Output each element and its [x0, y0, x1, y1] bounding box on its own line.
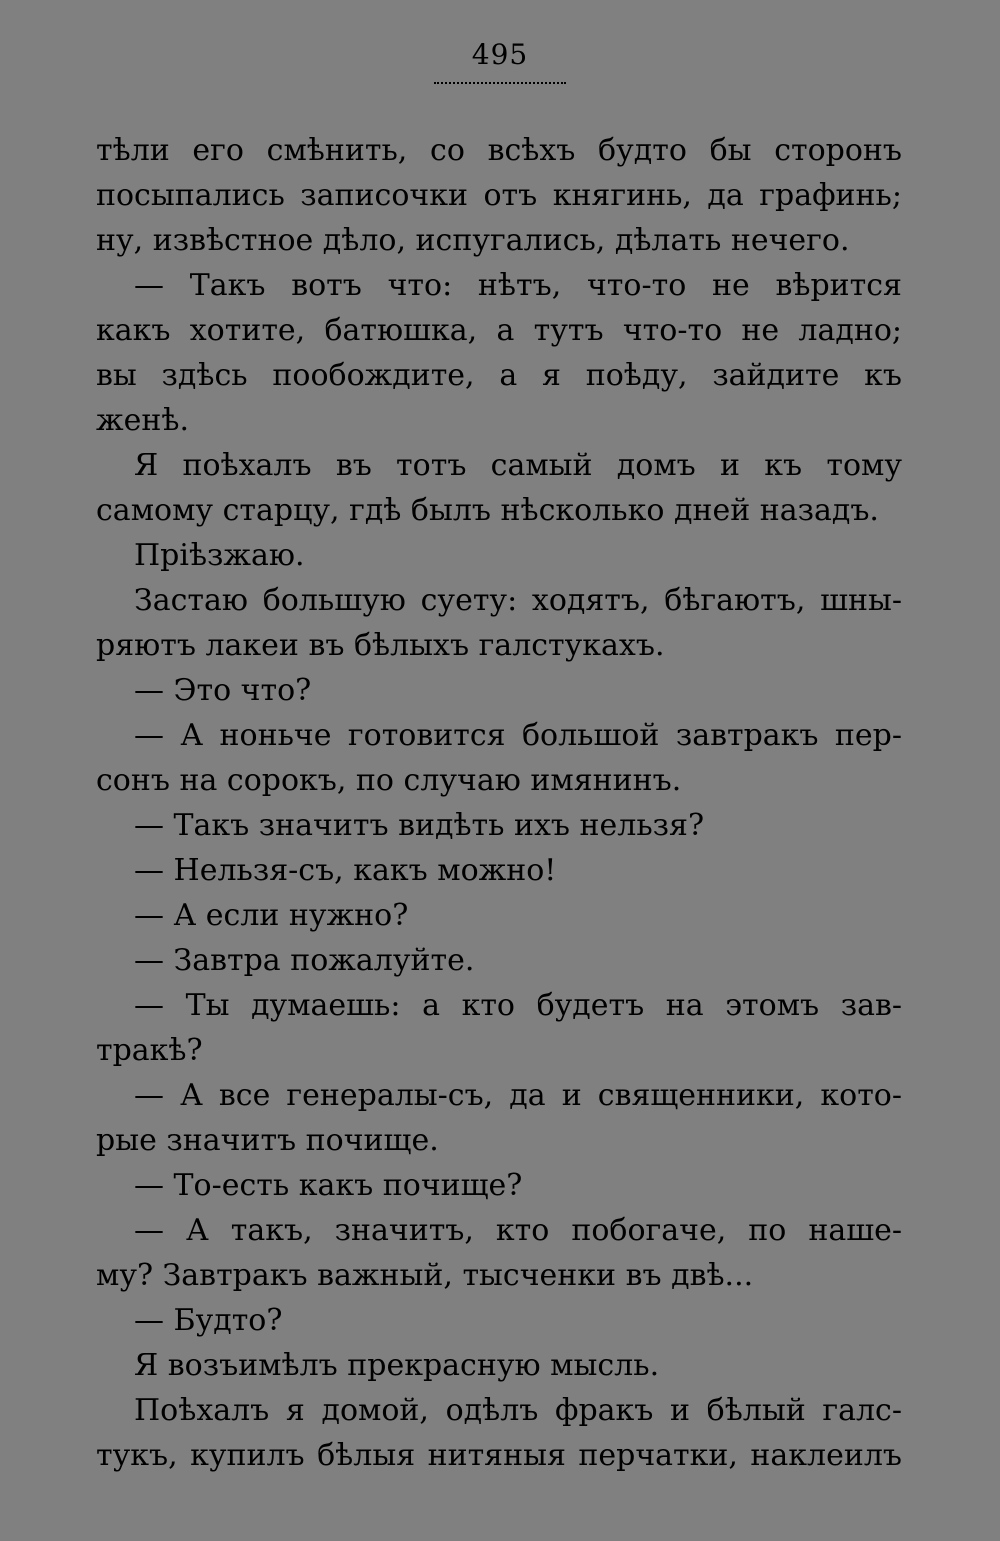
text-line: — Такъ значитъ видѣть ихъ нельзя? — [134, 808, 705, 843]
text-line: — А ноньче готовится большой завтракъ пер- — [134, 718, 902, 753]
text-line: — Нельзя-съ, какъ можно! — [134, 853, 557, 888]
text-line: — Будто? — [134, 1303, 283, 1338]
text-line: — Ты думаешь: а кто будетъ на этомъ зав- — [134, 988, 902, 1023]
text-line: вы здѣсь пообождите, а я поѣду, зайдите къ — [96, 358, 902, 393]
text-line: — Завтра пожалуйте. — [134, 943, 475, 978]
text-line: сонъ на сорокъ, по случаю имянинъ. — [96, 763, 682, 798]
text-line: самому старцу, гдѣ былъ нѣсколько дней назадъ. — [96, 493, 879, 528]
text-line: посыпались записочки отъ княгинь, да графинь; — [96, 178, 902, 213]
text-line: какъ хотите, батюшка, а тутъ что-то не ладно; — [96, 313, 902, 348]
text-line: Поѣхалъ я домой, одѣлъ фракъ и бѣлый галс- — [134, 1393, 902, 1428]
page-number-rule — [434, 82, 566, 84]
page-text — [96, 128, 902, 1478]
text-line: му? Завтракъ важный, тысченки въ двѣ... — [96, 1258, 754, 1293]
text-line: тукъ, купилъ бѣлыя нитяныя перчатки, наклеилъ — [96, 1438, 902, 1473]
text-line: рые значитъ почище. — [96, 1123, 439, 1158]
page-number: 495 — [471, 38, 529, 71]
text-line: — Такъ вотъ что: нѣтъ, что-то не вѣрится — [134, 268, 902, 303]
text-line: — А если нужно? — [134, 898, 409, 933]
text-line: ну, извѣстное дѣло, испугались, дѣлать нечего. — [96, 223, 850, 258]
text-line: женѣ. — [96, 403, 189, 438]
text-line: Пріѣзжаю. — [134, 538, 305, 573]
text-line: Застаю большую суету: ходятъ, бѣгаютъ, шны- — [134, 583, 902, 618]
text-line: — А такъ, значитъ, кто побогаче, по наше- — [134, 1213, 902, 1248]
text-line: тѣли его смѣнить, со всѣхъ будто бы сторонъ — [96, 133, 902, 168]
text-line: — Это что? — [134, 673, 312, 708]
text-line: Я возъимѣлъ прекрасную мысль. — [134, 1348, 660, 1383]
text-line: ряютъ лакеи въ бѣлыхъ галстукахъ. — [96, 628, 665, 663]
text-line: — А все генералы-съ, да и священники, кото- — [134, 1078, 902, 1113]
text-line: Я поѣхалъ въ тотъ самый домъ и къ тому — [134, 448, 902, 483]
text-line: — То-есть какъ почище? — [134, 1168, 523, 1203]
text-line: тракѣ? — [96, 1033, 203, 1068]
